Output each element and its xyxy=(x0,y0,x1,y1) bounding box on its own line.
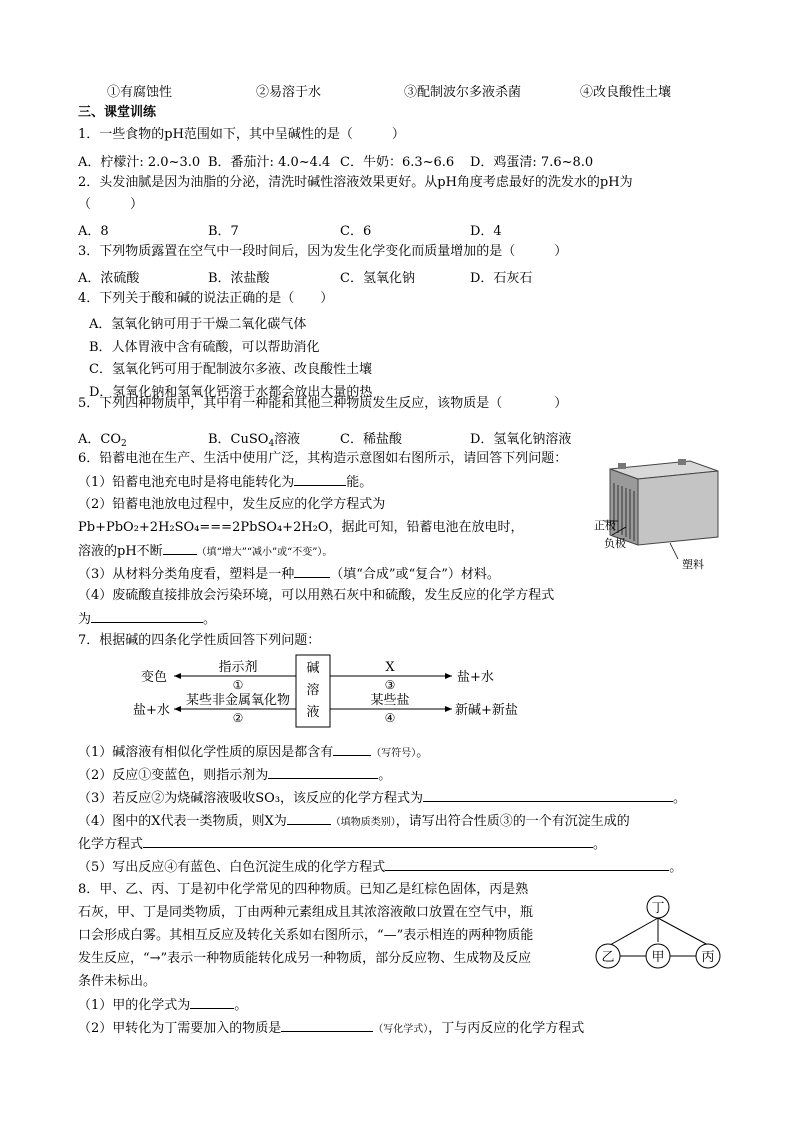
q2-option-c: C．6 xyxy=(340,224,372,239)
q2-option-d: D．4 xyxy=(470,224,502,239)
q6-part-2-line1: （2）铅蓄电池放电过程中，发生反应的化学方程式为 xyxy=(78,497,386,512)
q1-option-b: B．番茄汁: 4.0~4.4 xyxy=(208,155,331,170)
node-left-label: 乙 xyxy=(601,950,615,965)
q3-option-b: B．浓盐酸 xyxy=(208,271,270,286)
q7-stem: 7．根据碱的四条化学性质回答下列问题： xyxy=(78,633,321,648)
q4-stem: 4．下列关于酸和碱的说法正确的是（ ） xyxy=(78,291,334,306)
q1-option-d: D．鸡蛋清: 7.6~8.0 xyxy=(470,155,594,170)
diagram-left-bottom-reagent: 某些非金属氧化物 xyxy=(185,693,291,708)
diagram-right-bottom-result: 新碱+新盐 xyxy=(455,703,518,718)
q1-option-c: C．牛奶：6.3~6.6 xyxy=(340,155,455,170)
diagram-center-3: 液 xyxy=(306,705,320,720)
diagram-left-top-result: 变色 xyxy=(141,670,168,685)
q6-part-4-line2: 为 。 xyxy=(78,612,217,627)
top-option-2: ②易溶于水 xyxy=(256,85,322,100)
diagram-left-bottom-result: 盐+水 xyxy=(133,703,170,718)
q1-stem: 1．一些食物的pH范围如下，其中呈碱性的是（ ） xyxy=(78,127,405,142)
q6-part-2-line3: 溶液的pH不断 （填“增大”“减小”或“不变”）。 xyxy=(78,544,333,559)
base-properties-diagram xyxy=(128,652,548,732)
q6-part-2-equation: Pb+PbO₂+2H₂SO₄===2PbSO₄+2H₂O，据此可知，铅蓄电池在放电时， xyxy=(78,520,524,535)
battery-label-plastic: 塑料 xyxy=(682,558,704,571)
q3-stem: 3．下列物质露置在空气中一段时间后，因为发生化学变化而质量增加的是（ ） xyxy=(78,244,568,259)
q7-part-2: （2）反应①变蓝色，则指示剂为 。 xyxy=(78,768,392,783)
q6-stem: 6．铅蓄电池在生产、生活中使用广泛，其构造示意图如右图所示，请回答下列问题： xyxy=(78,451,568,466)
q6-part-1: （1）铅蓄电池充电时是将电能转化为 能。 xyxy=(78,475,373,490)
q7-part-4-line2: 化学方程式 。 xyxy=(78,837,607,852)
q3-option-a: A．浓硫酸 xyxy=(78,271,140,286)
q8-stem-line-4: 发生反应，“→”表示一种物质能转化成另一种物质，部分反应物、生成物及反应 xyxy=(78,951,532,966)
q8-part-1: （1）甲的化学式为 。 xyxy=(78,998,248,1013)
q8-stem-line-2: 石灰，甲、丁是同类物质，丁由两种元素组成且其浓溶液敞口放置在空气中，瓶 xyxy=(78,905,534,920)
top-option-4: ④改良酸性土壤 xyxy=(580,85,672,100)
q8-stem-line-1: 8．甲、乙、丙、丁是初中化学常见的四种物质。已知乙是红棕色固体，丙是熟 xyxy=(78,882,529,897)
node-right-label: 丙 xyxy=(701,950,715,965)
diagram-center-1: 碱 xyxy=(306,661,320,676)
lead-battery-illustration xyxy=(590,455,725,573)
diagram-right-bottom-num: ④ xyxy=(384,711,396,725)
q1-option-a: A．柠檬汁: 2.0~3.0 xyxy=(78,155,201,170)
q5-option-d: D．氢氧化钠溶液 xyxy=(470,432,572,447)
diagram-right-bottom-reagent: 某些盐 xyxy=(370,693,410,708)
q3-option-c: C．氢氧化钠 xyxy=(340,271,415,286)
q2-option-a: A．8 xyxy=(78,224,109,239)
node-middle-label: 甲 xyxy=(651,950,665,965)
q7-part-1: （1）碱溶液有相似化学性质的原因是都含有 （写符号）。 xyxy=(78,745,430,760)
q8-part-2: （2）甲转化为丁需要加入的物质是 （写化学式），丁与丙反应的化学方程式 xyxy=(78,1021,585,1036)
diagram-right-top-num: ③ xyxy=(384,678,396,692)
q5-stem: 5．下列四种物质中，其中有一种能和其他三种物质发生反应，该物质是（ ） xyxy=(78,396,568,411)
q6-part-3: （3）从材料分类角度看，塑料是一种 （填“合成”或“复合”）材料。 xyxy=(78,567,500,582)
diagram-center-2: 溶 xyxy=(306,683,320,698)
diagram-left-top-num: ① xyxy=(232,678,244,692)
q2-option-b: B．7 xyxy=(208,224,239,239)
node-top-label: 丁 xyxy=(651,901,665,916)
q4-option-b: B．人体胃液中含有硫酸，可以帮助消化 xyxy=(89,340,320,355)
q5-option-a: A．$CO_2$ xyxy=(78,432,127,449)
diagram-right-top-reagent: X xyxy=(385,660,395,675)
q3-option-d: D．石灰石 xyxy=(470,271,533,286)
q8-stem-line-3: 口会形成白雾。其相互反应及转化关系如右图所示，“—”表示相连的两种物质能 xyxy=(78,928,534,943)
q7-part-5: （5）写出反应④有蓝色、白色沉淀生成的化学方程式 。 xyxy=(78,860,683,875)
q4-option-c: C．氢氧化钙可用于配制波尔多液、改良酸性土壤 xyxy=(89,362,372,377)
q4-option-a: A．氢氧化钠可用于干燥二氧化碳气体 xyxy=(89,317,307,332)
q5-option-b: B．CuSO$_4$溶液 xyxy=(208,432,301,449)
top-option-3: ③配制波尔多液杀菌 xyxy=(404,85,522,100)
diagram-left-top-reagent: 指示剂 xyxy=(218,660,258,675)
battery-label-negative: 负极 xyxy=(604,537,626,550)
q8-relation-diagram xyxy=(590,890,730,975)
q8-stem-line-5: 条件未标出。 xyxy=(78,974,157,989)
diagram-right-top-result: 盐+水 xyxy=(457,670,494,685)
q7-part-3: （3）若反应②为烧碱溶液吸收SO₃，该反应的化学方程式为 。 xyxy=(78,791,687,806)
section-title: 三、课堂训练 xyxy=(78,105,157,120)
q2-stem-cont: （ ） xyxy=(78,197,144,212)
q6-part-4-line1: （4）废硫酸直接排放会污染环境，可以用熟石灰中和硫酸，发生反应的化学方程式 xyxy=(78,588,555,603)
q5-option-c: C．稀盐酸 xyxy=(340,432,402,447)
q7-part-4-line1: （4）图中的X代表一类物质，则X为 （填物质类别），请写出符合性质③的一个有沉淀生成的 xyxy=(78,814,630,829)
battery-label-positive: 正极 xyxy=(594,519,616,532)
q4-option-d: D．氢氧化钠和氢氧化钙溶于水都会放出大量的热 xyxy=(89,385,373,400)
q2-stem: 2．头发油腻是因为油脂的分泌，清洗时碱性溶液效果更好。从pH角度考虑最好的洗发水的pH为 xyxy=(78,175,633,190)
top-option-1: ①有腐蚀性 xyxy=(107,85,173,100)
diagram-left-bottom-num: ② xyxy=(232,711,244,725)
